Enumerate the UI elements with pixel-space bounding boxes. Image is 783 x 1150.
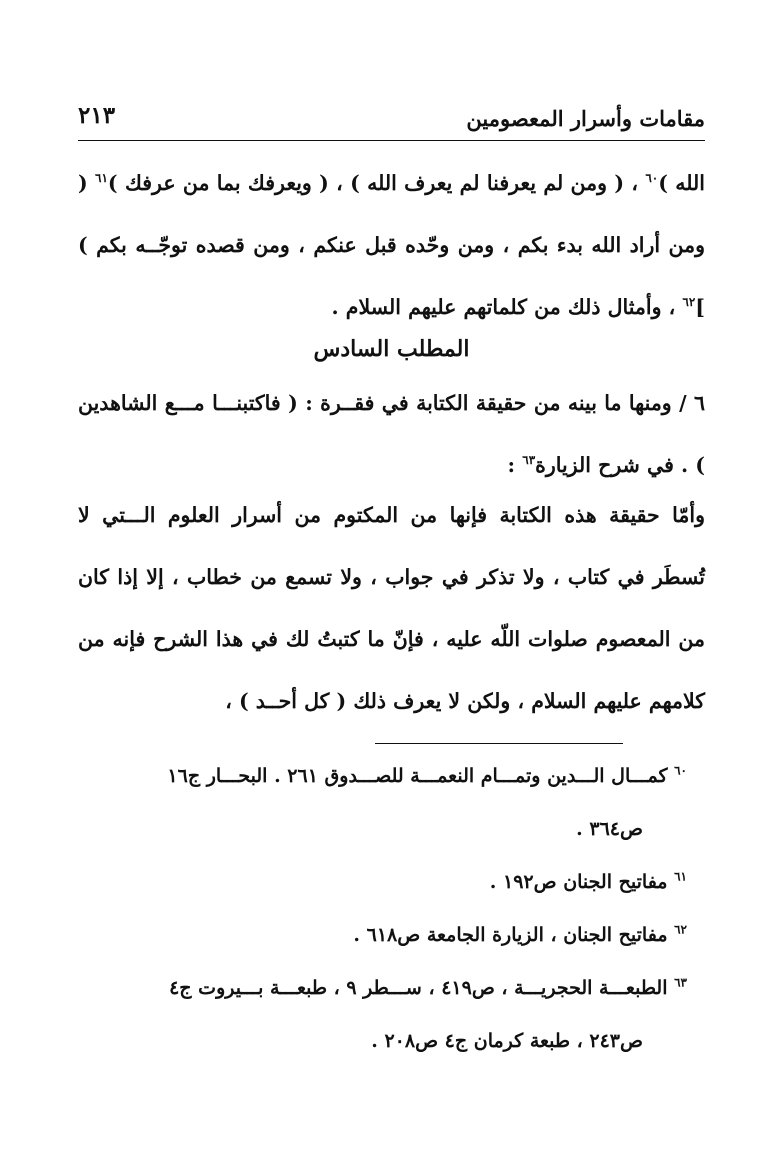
- footnote-number: ٦٣: [674, 975, 687, 990]
- running-title: مقامات وأسرار المعصومين: [466, 106, 705, 131]
- text-run: ( ومن أراد الله بدء بكم ، ومن وحّده قبل عنكم ، ومن قصده توجّــه: [78, 171, 705, 257]
- footnote-text: كمـــال الـــدين وتمـــام النعمـــة للصـــدوق ٢٦١ . البحـــار ج١٦: [167, 765, 675, 787]
- footnote-number: ٦١: [674, 869, 687, 884]
- footnote-ref-60: ٦٠: [645, 171, 659, 186]
- text-run: :: [507, 453, 523, 477]
- footnote-number: ٦٠: [674, 763, 687, 778]
- footnote-60: [78, 750, 687, 803]
- footnote-ref-63: ٦٣: [522, 453, 536, 468]
- section-heading: المطلب السادس: [313, 336, 470, 362]
- footnote-61: [78, 856, 687, 909]
- text-run: الله ): [658, 171, 705, 195]
- footnote-number: ٦٢: [674, 922, 687, 937]
- footnote-63-continuation: ص٢٤٣ ، طبعة كرمان ج٤ ص٢٠٨ .: [371, 1030, 643, 1052]
- footnote-62: [78, 909, 687, 962]
- text-run: ، وأمثال ذلك من كلماتهم عليهم السلام .: [331, 295, 683, 319]
- footnote-63: [78, 962, 687, 1015]
- paragraph-quotes: [78, 152, 705, 338]
- paragraph-intro: [78, 372, 705, 496]
- page-header: [78, 96, 705, 141]
- text-run: ، ( ومن لم يعرفنا لم يعرف الله ) ، ( ويعرفك بما من عرفك ): [107, 171, 646, 195]
- footnote-text: مفاتيح الجنان ، الزيارة الجامعة ص٦١٨ .: [353, 924, 675, 946]
- footnotes: [78, 750, 687, 1068]
- paragraph-body: وأمّا حقيقة هذه الكتابة فإنها من المكتوم من أسرار العلوم الـــتي لا تُسطَر في كتاب ، ولا تذكر في جواب ، ولا تسمع من خطاب ، إلا إذا كان من المعصوم صلوات اللّه عليه ، فإنّ ما كتبتُ لك في هذا الشرح فإنه من كلامهم عليهم السلام ، ولكن لا يعرف ذلك ( كل أحــد ) ،: [78, 503, 705, 713]
- text-run: ٦ / ومنها ما بينه من حقيقة الكتابة في فقــرة : ( فاكتبنـــا مـــع الشاهدين ) . في شرح الزيارة: [78, 391, 705, 477]
- footnote-ref-62: ٦٢: [682, 295, 696, 310]
- page-number: ٢١٣: [78, 102, 116, 129]
- footnote-60-continuation: ص٣٦٤ .: [576, 818, 643, 840]
- footnote-divider: [375, 743, 623, 744]
- footnote-ref-61: ٦١: [95, 171, 108, 186]
- footnote-text: الطبعـــة الحجريـــة ، ص٤١٩ ، ســـطر ٩ ، طبعـــة بـــيروت ج٤: [169, 977, 675, 999]
- footnote-text: مفاتيح الجنان ص١٩٢ .: [489, 871, 675, 893]
- text-run: بكم ) ]: [78, 233, 705, 319]
